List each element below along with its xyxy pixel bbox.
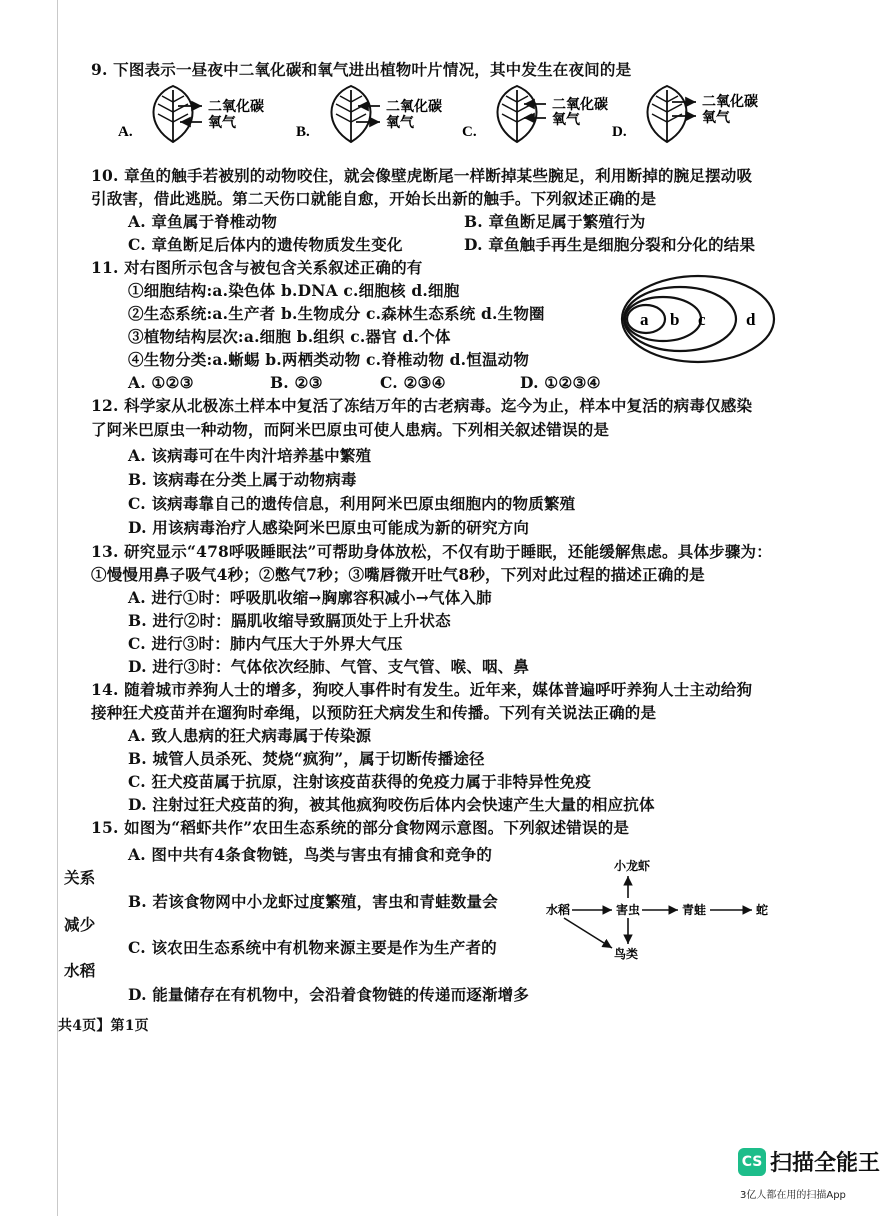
q12-option-a: A. 该病毒可在牛肉汁培养基中繁殖: [128, 446, 372, 465]
q10-option-b: B. 章鱼断足属于繁殖行为: [464, 212, 646, 231]
label-b: b: [670, 310, 680, 329]
q10-option-a: A. 章鱼属于脊椎动物: [128, 212, 278, 231]
q11-stem: 11. 对右图所示包含与被包含关系叙述正确的有: [91, 258, 423, 277]
label-a: a: [640, 310, 649, 329]
node-snake: 蛇: [756, 903, 769, 917]
q15-option-d: D. 能量储存在有机物中，会沿着食物链的传递而逐渐增多: [128, 985, 530, 1004]
svg-text:氧气: 氧气: [552, 113, 580, 128]
svg-text:B.: B.: [296, 124, 310, 140]
q14-option-c: C. 狂犬疫苗属于抗原，注射该疫苗获得的免疫力属于非特异性免疫: [128, 772, 592, 791]
q11-option-c: C. ②③④: [380, 373, 446, 392]
svg-text:氧气: 氧气: [208, 116, 236, 131]
svg-text:二氧化碳: 二氧化碳: [552, 98, 608, 113]
q11-item-1: ①细胞结构:a.染色体 b.DNA c.细胞核 d.细胞: [128, 281, 460, 300]
q9-option-b-leaf: [296, 86, 442, 142]
q13-line1: 13. 研究显示“478呼吸睡眠法”可帮助身体放松，不仅有助于睡眠，还能缓解焦虑。具体步骤为：: [91, 542, 772, 561]
q9-option-d-leaf: [612, 86, 758, 142]
svg-text:二氧化碳: 二氧化碳: [702, 95, 758, 110]
q11-item-4: ④生物分类:a.蜥蜴 b.两栖类动物 c.脊椎动物 d.恒温动物: [128, 350, 530, 369]
q11-item-3: ③植物结构层次:a.细胞 b.组织 c.器官 d.个体: [128, 327, 451, 346]
svg-text:氧气: 氧气: [702, 111, 730, 126]
q10-line1: 10. 章鱼的触手若被别的动物咬住，就会像壁虎断尾一样断掉某些腕足，利用断掉的腕足摆动吸: [91, 166, 753, 185]
q15-option-a-line2: 关系: [64, 868, 96, 887]
svg-text:A.: A.: [118, 124, 133, 140]
q15-food-web-diagram: [542, 850, 782, 970]
node-rice: 水稻: [546, 903, 571, 917]
label-d: d: [746, 310, 756, 329]
q14-option-a: A. 致人患病的狂犬病毒属于传染源: [128, 726, 372, 745]
label-c: c: [698, 310, 706, 329]
q9-leaf-options: [118, 82, 838, 144]
q12-option-b: B. 该病毒在分类上属于动物病毒: [128, 470, 357, 489]
q10-option-d: D. 章鱼触手再生是细胞分裂和分化的结果: [464, 235, 756, 254]
node-bird: 鸟类: [614, 947, 639, 961]
camscanner-tagline: 3亿人都在用的扫描App: [740, 1190, 846, 1201]
q13-option-d: D. 进行③时：气体依次经肺、气管、支气管、喉、咽、鼻: [128, 657, 530, 676]
q10-line2: 引敌害，借此逃脱。第二天伤口就能自愈，开始长出新的触手。下列叙述正确的是: [91, 189, 657, 208]
q13-option-c: C. 进行③时：肺内气压大于外界大气压: [128, 634, 403, 653]
q15-option-c-line2: 水稻: [64, 961, 96, 980]
q11-option-b: B. ②③: [270, 373, 323, 392]
q12-line2: 了阿米巴原虫一种动物，而阿米巴原虫可使人患病。下列相关叙述错误的是: [91, 420, 610, 439]
q9-option-c-leaf: [462, 86, 608, 142]
node-frog: 青蛙: [682, 903, 707, 917]
q13-option-a: A. 进行①时：呼吸肌收缩→胸廓容积减小→气体入肺: [128, 588, 492, 607]
q10-option-c: C. 章鱼断足后体内的遗传物质发生变化: [128, 235, 403, 254]
q15-option-c-line1: C. 该农田生态系统中有机物来源主要是作为生产者的: [128, 938, 497, 957]
q15-stem: 15. 如图为“稻虾共作”农田生态系统的部分食物网示意图。下列叙述错误的是: [91, 818, 630, 837]
svg-text:C.: C.: [462, 124, 477, 140]
svg-text:二氧化碳: 二氧化碳: [208, 100, 264, 115]
q9-option-a-leaf: [118, 86, 264, 142]
q14-option-b: B. 城管人员杀死、焚烧“疯狗”，属于切断传播途径: [128, 749, 485, 768]
camscanner-brand: 扫描全能王: [770, 1151, 880, 1176]
q15-option-b-line2: 减少: [64, 915, 96, 934]
node-crayfish: 小龙虾: [614, 859, 651, 873]
q12-line1: 12. 科学家从北极冻土样本中复活了冻结万年的古老病毒。迄今为止，样本中复活的病毒仅感染: [91, 396, 753, 415]
q11-option-a: A. ①②③: [128, 373, 194, 392]
q12-option-d: D. 用该病毒治疗人感染阿米巴原虫可能成为新的研究方向: [128, 518, 530, 537]
camscanner-logo: CS: [738, 1148, 766, 1176]
circle-b: [625, 297, 701, 341]
svg-text:D.: D.: [612, 124, 627, 140]
q11-option-d: D. ①②③④: [520, 373, 601, 392]
q14-option-d: D. 注射过狂犬疫苗的狗，被其他疯狗咬伤后体内会快速产生大量的相应抗体: [128, 795, 655, 814]
q14-line1: 14. 随着城市养狗人士的增多，狗咬人事件时有发生。近年来，媒体普遍呼吁养狗人士主动给狗: [91, 680, 753, 699]
q15-option-b-line1: B. 若该食物网中小龙虾过度繁殖，害虫和青蛙数量会: [128, 892, 498, 911]
svg-text:二氧化碳: 二氧化碳: [386, 100, 442, 115]
q13-line2: ①慢慢用鼻子吸气4秒；②憋气7秒；③嘴唇微开吐气8秒，下列对此过程的描述正确的是: [91, 565, 705, 584]
q13-option-b: B. 进行②时：膈肌收缩导致膈顶处于上升状态: [128, 611, 451, 630]
node-pest: 害虫: [616, 903, 641, 917]
svg-text:氧气: 氧气: [386, 116, 414, 131]
q11-item-2: ②生态系统:a.生产者 b.生物成分 c.森林生态系统 d.生物圈: [128, 304, 545, 323]
q11-nested-circles-diagram: [618, 272, 780, 366]
q14-line2: 接种狂犬疫苗并在遛狗时牵绳，以预防狂犬病发生和传播。下列有关说法正确的是: [91, 703, 657, 722]
page-footer: 共4页】第1页: [58, 1018, 149, 1034]
q9-stem: 9. 下图表示一昼夜中二氧化碳和氧气进出植物叶片情况，其中发生在夜间的是: [91, 60, 632, 79]
q12-option-c: C. 该病毒靠自己的遗传信息，利用阿米巴原虫细胞内的物质繁殖: [128, 494, 576, 513]
q15-option-a-line1: A. 图中共有4条食物链，鸟类与害虫有捕食和竞争的: [128, 845, 493, 864]
